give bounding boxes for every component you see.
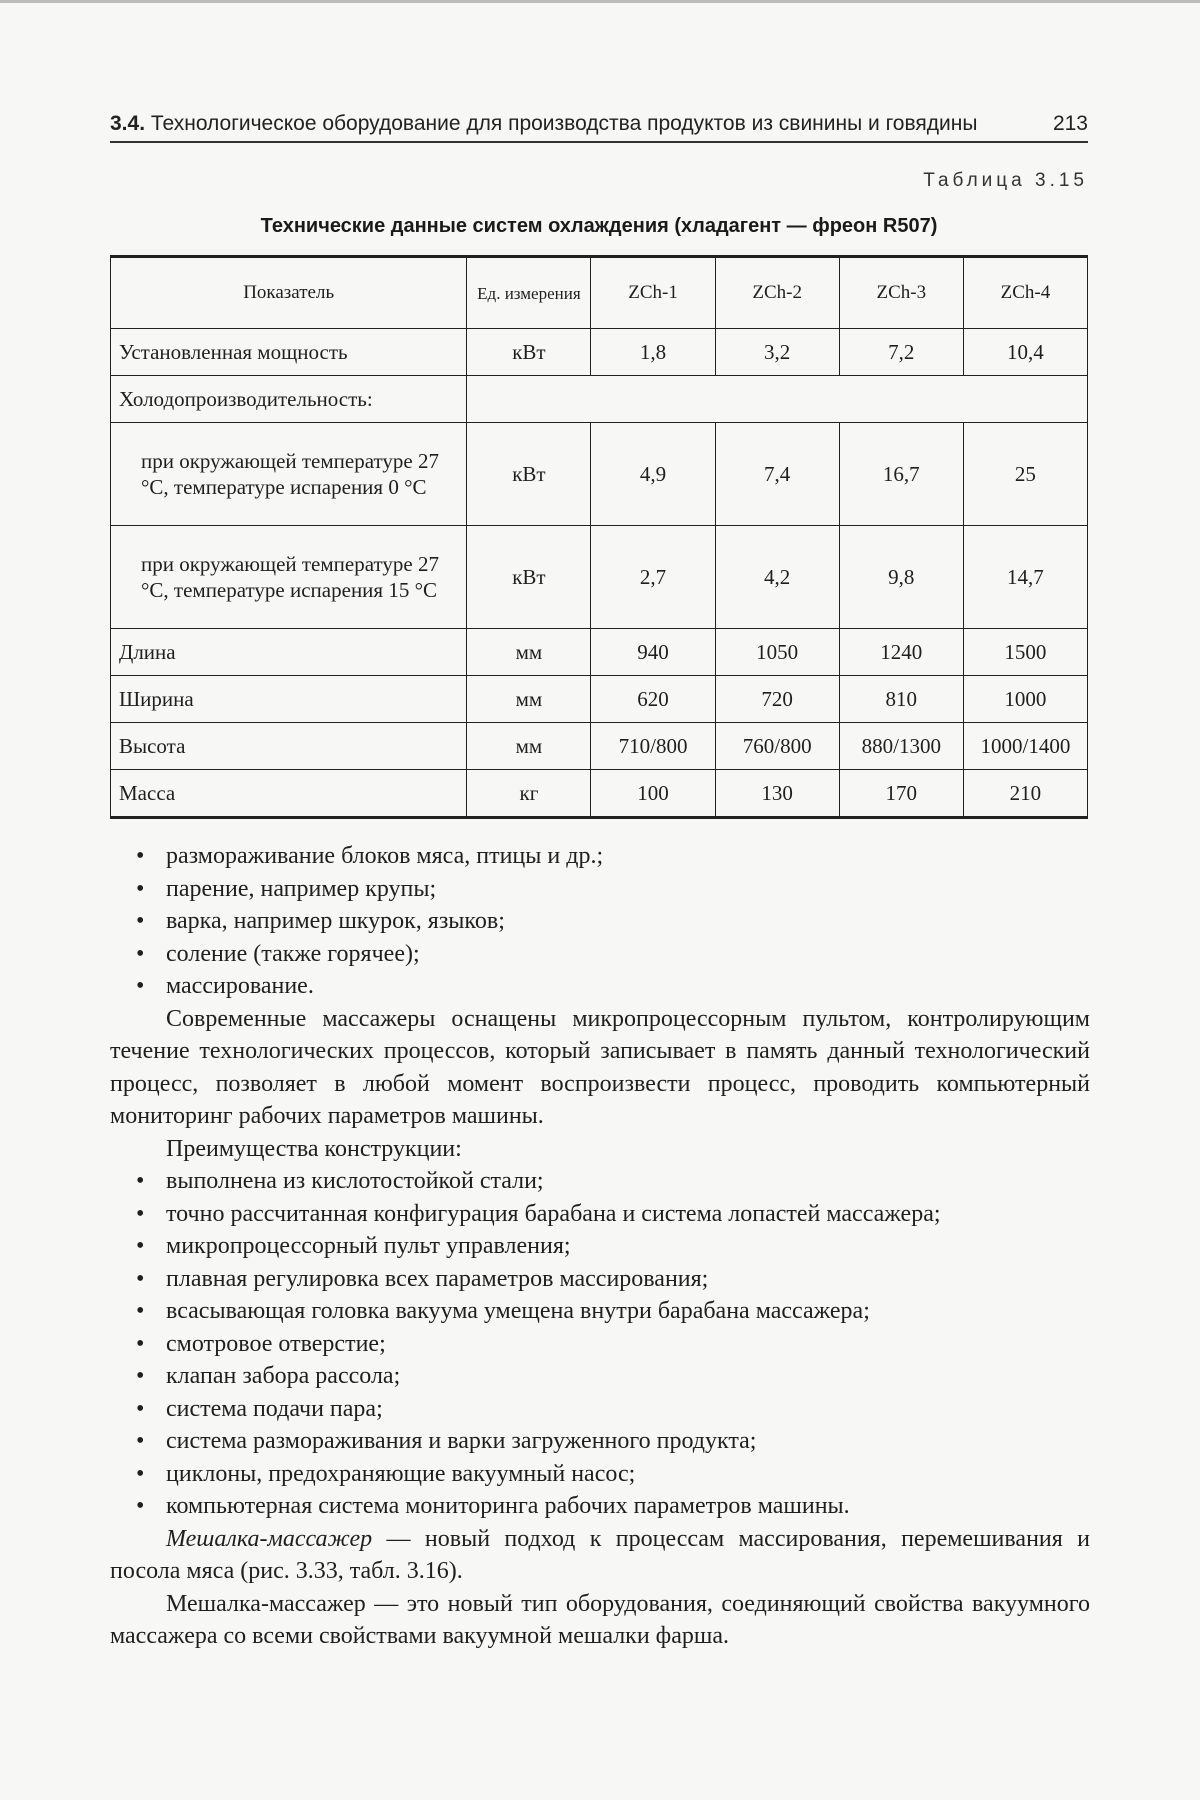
cell-value: 1,8 bbox=[591, 329, 715, 376]
list-item: • микропроцессорный пульт управления; bbox=[110, 1230, 1090, 1263]
cell-value: 7,2 bbox=[839, 329, 963, 376]
running-header bbox=[110, 112, 1088, 143]
cell-value: 1500 bbox=[963, 629, 1087, 676]
row-group-name: Холодопроизводительность: bbox=[111, 376, 467, 423]
paragraph-mixer-massager-text: — новый подход к процессам массирования, перемешивания и посола мяса (рис. 3.33, табл. 3.16). bbox=[110, 1525, 1090, 1584]
row-name: Длина bbox=[111, 629, 467, 676]
table-caption: Технические данные систем охлаждения (хладагент — фреон R507) bbox=[260, 215, 938, 237]
header-title-text: Технологическое оборудование для производства продуктов из свинины и говядины bbox=[150, 112, 978, 135]
list-item: • клапан забора рассола; bbox=[110, 1360, 1090, 1393]
row-name: Высота bbox=[111, 723, 467, 770]
list-item: • система размораживания и варки загруженного продукта; bbox=[110, 1425, 1090, 1458]
cell-value: 2,7 bbox=[591, 526, 715, 629]
cell-value: 4,9 bbox=[591, 423, 715, 526]
table-row bbox=[111, 676, 1088, 723]
list-item: • точно рассчитанная конфигурация барабана и система лопастей массажера; bbox=[110, 1198, 1090, 1231]
group-row-empty-cell bbox=[467, 376, 1088, 423]
advantages-list bbox=[110, 1165, 1090, 1523]
column-header-zch4: ZCh-4 bbox=[963, 257, 1087, 329]
cell-value: 1240 bbox=[839, 629, 963, 676]
table-row bbox=[111, 770, 1088, 818]
list-item: • система подачи пара; bbox=[110, 1393, 1090, 1426]
cell-value: 4,2 bbox=[715, 526, 839, 629]
column-header-parameter: Показатель bbox=[111, 257, 467, 329]
list-item: • массирование. bbox=[110, 970, 1090, 1003]
cell-value: 1000/1400 bbox=[963, 723, 1087, 770]
table-row bbox=[111, 723, 1088, 770]
term-mixer-massager: Мешалка-массажер bbox=[166, 1525, 373, 1552]
body-text bbox=[110, 840, 1090, 1653]
header-section-number: 3.4. bbox=[110, 112, 146, 135]
table-group-row bbox=[111, 376, 1088, 423]
row-unit: мм bbox=[467, 629, 591, 676]
row-name: при окружающей температуре 27 °C, температуре испарения 15 °C bbox=[111, 526, 467, 629]
row-unit: кг bbox=[467, 770, 591, 818]
row-name: Установленная мощность bbox=[111, 329, 467, 376]
cell-value: 880/1300 bbox=[839, 723, 963, 770]
cell-value: 130 bbox=[715, 770, 839, 818]
table-row bbox=[111, 526, 1088, 629]
paragraph-mixer-massager bbox=[110, 1523, 1090, 1588]
column-header-zch1: ZCh-1 bbox=[591, 257, 715, 329]
row-unit: кВт bbox=[467, 329, 591, 376]
row-name: при окружающей температуре 27 °C, температуре испарения 0 °C bbox=[111, 423, 467, 526]
cell-value: 760/800 bbox=[715, 723, 839, 770]
row-name: Масса bbox=[111, 770, 467, 818]
list-item: • выполнена из кислотостойкой стали; bbox=[110, 1165, 1090, 1198]
cell-value: 10,4 bbox=[963, 329, 1087, 376]
page-number: 213 bbox=[1052, 112, 1088, 135]
table-row bbox=[111, 629, 1088, 676]
list-item: • циклоны, предохраняющие вакуумный насос; bbox=[110, 1458, 1090, 1491]
list-item: • соление (также горячее); bbox=[110, 938, 1090, 971]
cell-value: 1000 bbox=[963, 676, 1087, 723]
cell-value: 1050 bbox=[715, 629, 839, 676]
list-item: • всасывающая головка вакуума умещена внутри барабана массажера; bbox=[110, 1295, 1090, 1328]
paragraph-mixer-definition: Мешалка-массажер — это новый тип оборудования, соединяющий свойства вакуумного массажера со всеми свойствами вакуумной мешалки фарша. bbox=[110, 1590, 1090, 1649]
page-top-edge bbox=[0, 0, 1200, 3]
column-header-zch3: ZCh-3 bbox=[839, 257, 963, 329]
column-header-zch2: ZCh-2 bbox=[715, 257, 839, 329]
paragraph-massagers: Современные массажеры оснащены микропроцессорным пультом, контролирующим течение технологических процессов, который записывает в память данный технологический процесс, позволяет в любой момент воспроизвести процесс, проводить компьютерный мониторинг рабочих параметров машины. bbox=[110, 1005, 1090, 1129]
cell-value: 25 bbox=[963, 423, 1087, 526]
row-name: Ширина bbox=[111, 676, 467, 723]
list-item: • смотровое отверстие; bbox=[110, 1328, 1090, 1361]
list-item: • варка, например шкурок, языков; bbox=[110, 905, 1090, 938]
column-header-unit: Ед. измерения bbox=[467, 257, 591, 329]
table-row bbox=[111, 329, 1088, 376]
cell-value: 3,2 bbox=[715, 329, 839, 376]
cell-value: 210 bbox=[963, 770, 1087, 818]
cell-value: 100 bbox=[591, 770, 715, 818]
table-header-row bbox=[111, 257, 1088, 329]
cell-value: 720 bbox=[715, 676, 839, 723]
list-item: • плавная регулировка всех параметров массирования; bbox=[110, 1263, 1090, 1296]
cell-value: 14,7 bbox=[963, 526, 1087, 629]
row-unit: кВт bbox=[467, 526, 591, 629]
row-unit: кВт bbox=[467, 423, 591, 526]
table-label: Таблица 3.15 bbox=[923, 170, 1088, 191]
cell-value: 620 bbox=[591, 676, 715, 723]
row-unit: мм bbox=[467, 723, 591, 770]
cell-value: 9,8 bbox=[839, 526, 963, 629]
cell-value: 7,4 bbox=[715, 423, 839, 526]
row-unit: мм bbox=[467, 676, 591, 723]
paragraph-advantages-heading: Преимущества конструкции: bbox=[166, 1135, 462, 1162]
cell-value: 170 bbox=[839, 770, 963, 818]
cell-value: 940 bbox=[591, 629, 715, 676]
spec-table bbox=[110, 255, 1088, 819]
process-list bbox=[110, 840, 1090, 1003]
table-row bbox=[111, 423, 1088, 526]
header-title bbox=[110, 112, 977, 136]
cell-value: 810 bbox=[839, 676, 963, 723]
list-item: • размораживание блоков мяса, птицы и др.; bbox=[110, 840, 1090, 873]
cell-value: 16,7 bbox=[839, 423, 963, 526]
list-item: • парение, например крупы; bbox=[110, 873, 1090, 906]
cell-value: 710/800 bbox=[591, 723, 715, 770]
list-item: • компьютерная система мониторинга рабочих параметров машины. bbox=[110, 1490, 1090, 1523]
